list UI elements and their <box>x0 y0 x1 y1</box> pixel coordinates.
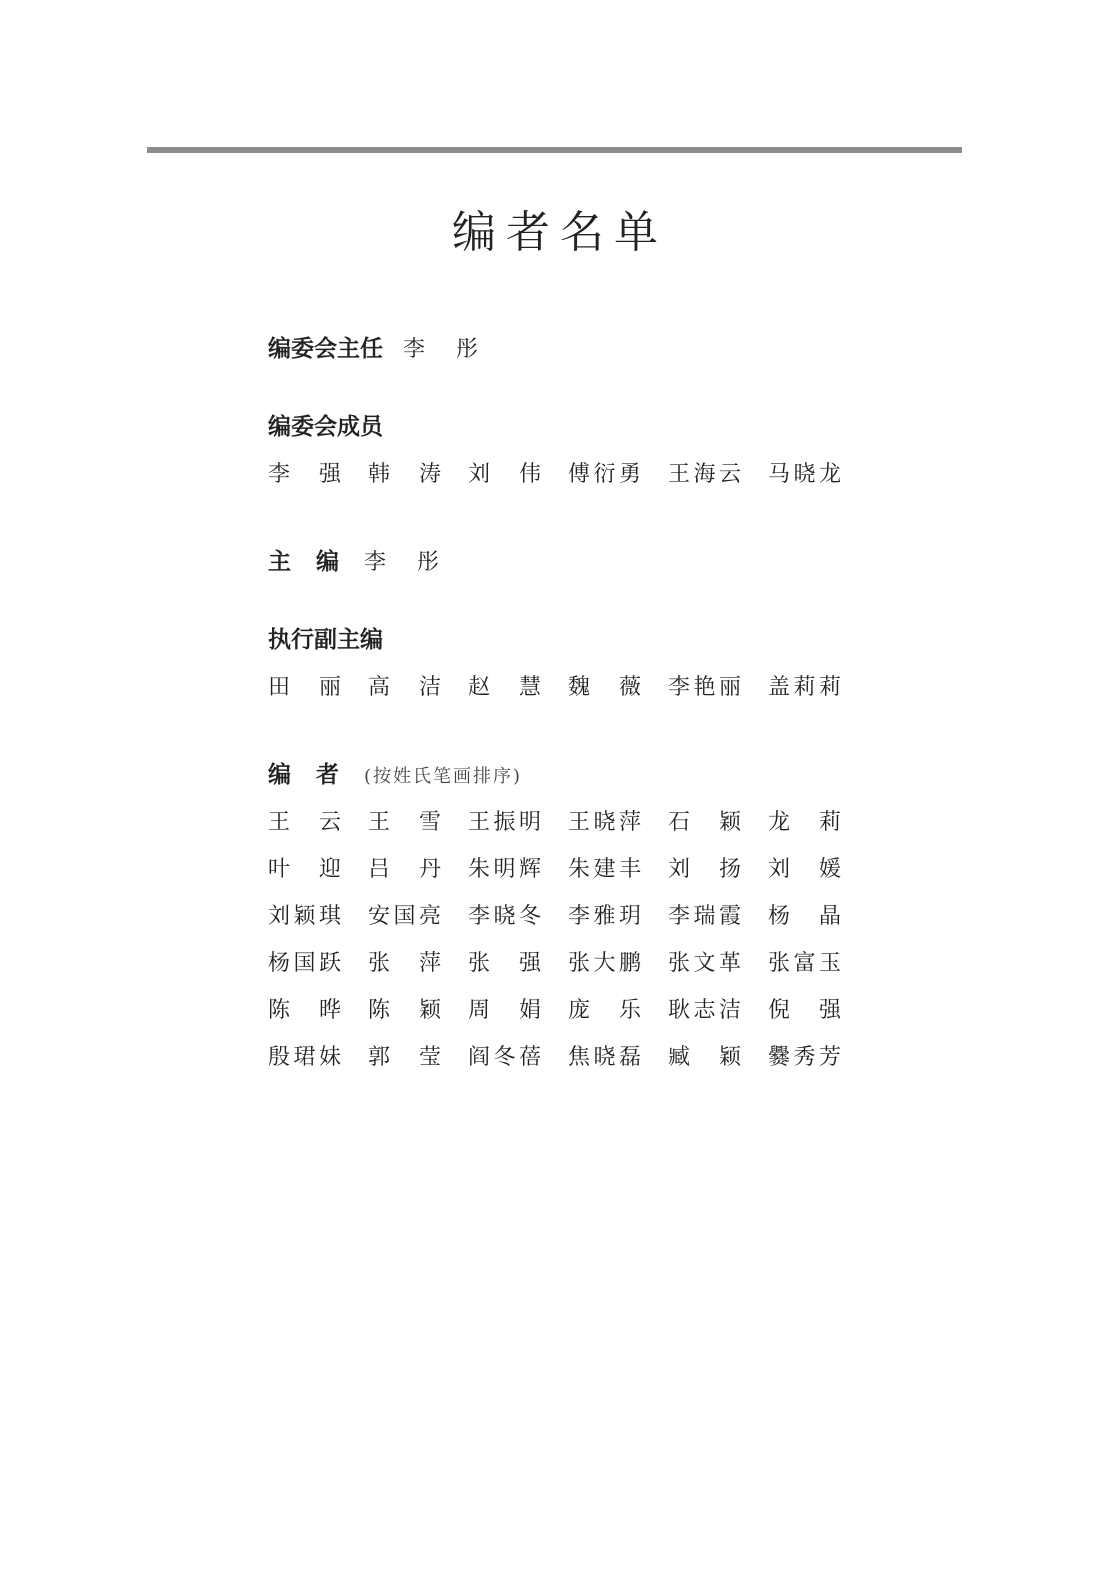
name: 张 萍 <box>368 951 441 976</box>
name: 陈 晔 <box>268 998 341 1023</box>
name: 刘 伟 <box>468 462 541 487</box>
editors-note: (按姓氏笔画排序) <box>364 766 523 787</box>
name: 周 娟 <box>468 998 541 1023</box>
name: 庞 乐 <box>568 998 641 1023</box>
name: 韩 涛 <box>368 462 441 487</box>
members-label: 编委会成员 <box>268 414 383 440</box>
name: 吕 丹 <box>368 857 441 882</box>
director-names <box>403 334 478 366</box>
name: 朱 明 辉 <box>468 857 541 882</box>
name: 龙 莉 <box>768 810 841 835</box>
name: 王 云 <box>268 810 341 835</box>
name: 李 强 <box>268 462 341 487</box>
name: 李 艳 丽 <box>668 675 741 700</box>
name: 叶 迎 <box>268 857 341 882</box>
name: 张 强 <box>468 951 541 976</box>
editors-row <box>268 846 868 893</box>
name: 田 丽 <box>268 675 341 700</box>
name: 李 彤 <box>403 337 478 362</box>
name: 李 瑞 霞 <box>668 904 741 929</box>
name: 李 雅 玥 <box>568 904 641 929</box>
director-label: 编委会主任 <box>268 336 383 362</box>
name: 王 海 云 <box>668 462 741 487</box>
chief-editor-names <box>364 547 439 579</box>
name: 石 颖 <box>668 810 741 835</box>
chief-editor-label: 主编 <box>268 549 364 575</box>
name: 马 晓 龙 <box>768 462 841 487</box>
name: 焦 晓 磊 <box>568 1045 641 1070</box>
name: 阎 冬 蓓 <box>468 1045 541 1070</box>
name: 张 文 革 <box>668 951 741 976</box>
name: 郭 莹 <box>368 1045 441 1070</box>
name: 殷 珺 妹 <box>268 1045 341 1070</box>
name: 杨 国 跃 <box>268 951 341 976</box>
name: 刘 媛 <box>768 857 841 882</box>
page-title: 编者名单 <box>452 207 668 258</box>
name: 张 富 玉 <box>768 951 841 976</box>
chief-editor-heading <box>268 546 868 578</box>
name: 安 国 亮 <box>368 904 441 929</box>
name: 傅 衍 勇 <box>568 462 641 487</box>
exec-deputy-heading <box>268 624 868 656</box>
name: 魏 薇 <box>568 675 641 700</box>
name: 赵 慧 <box>468 675 541 700</box>
name: 耿 志 洁 <box>668 998 741 1023</box>
name: 王 振 明 <box>468 810 541 835</box>
editors-label: 编者 <box>268 762 364 788</box>
members-row <box>268 451 868 498</box>
name: 陈 颖 <box>368 998 441 1023</box>
name: 臧 颖 <box>668 1045 741 1070</box>
name: 刘 颖 琪 <box>268 904 341 929</box>
name: 王 雪 <box>368 810 441 835</box>
members-heading <box>268 411 868 443</box>
editors-row <box>268 987 868 1034</box>
editors-row <box>268 1034 868 1081</box>
name: 张 大 鹏 <box>568 951 641 976</box>
name: 刘 扬 <box>668 857 741 882</box>
top-rule <box>147 147 962 153</box>
name: 高 洁 <box>368 675 441 700</box>
name: 盖 莉 莉 <box>768 675 841 700</box>
editors-row <box>268 799 868 846</box>
name: 杨 晶 <box>768 904 841 929</box>
editors-heading <box>268 759 868 791</box>
exec-deputy-label: 执行副主编 <box>268 627 383 653</box>
name: 王 晓 萍 <box>568 810 641 835</box>
editors-row <box>268 940 868 987</box>
name-list <box>268 333 868 1081</box>
name: 倪 强 <box>768 998 841 1023</box>
exec-deputy-row <box>268 664 868 711</box>
name: 李 晓 冬 <box>468 904 541 929</box>
name: 李 彤 <box>364 550 439 575</box>
name: 朱 建 丰 <box>568 857 641 882</box>
director-heading <box>268 333 868 365</box>
editors-table <box>268 799 868 1081</box>
editors-row <box>268 893 868 940</box>
name: 爨 秀 芳 <box>768 1045 841 1070</box>
